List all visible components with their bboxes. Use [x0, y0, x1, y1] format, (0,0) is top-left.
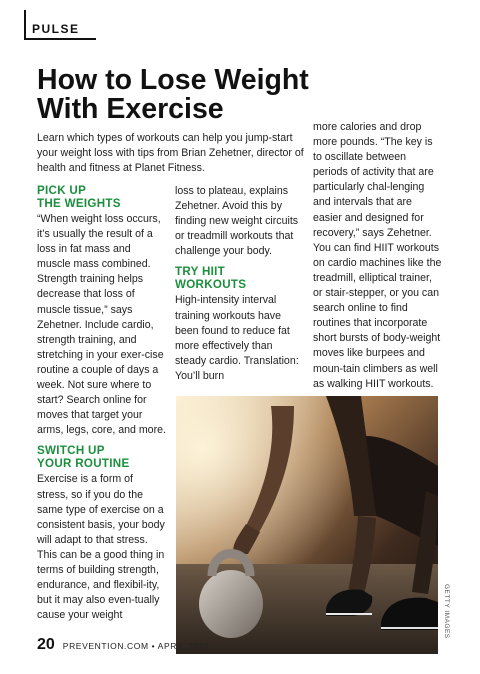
body-paragraph: loss to plateau, explains Zehetner. Avoid this by finding new weight circuits or treadmill workouts that challenge your body. — [175, 185, 299, 258]
photo-credit: GETTY IMAGES — [443, 584, 450, 639]
body-paragraph: “When weight loss occurs, it’s usually the result of a loss in fat mass and muscle mass combined. Strength training helps decrease that loss of muscle tissue,” says Zehetner. Include cardio, strength training, and stretching in your exer-cise routine a couple of days a week. Not sure where to start? Search online for moves that target your arms, legs, core, and more. — [37, 213, 166, 437]
section-heading-weights — [37, 184, 167, 210]
text-column-3 — [313, 120, 443, 392]
section-heading-line: SWITCH UP — [37, 444, 105, 458]
body-paragraph: High-intensity interval training workouts have been found to reduce fat more effectively than steady cardio. Translation: You’ll burn — [175, 294, 299, 382]
text-column-1 — [37, 184, 167, 623]
article-dek: Learn which types of workouts can help you jump-start your weight loss with tips from Brian Zehetner, director of health and fitness at Planet Fitness. — [37, 132, 304, 174]
body-paragraph: Exercise is a form of stress, so if you do the same type of exercise on a consistent basis, your body will adapt to that stress. This can be a good thing in terms of building strength, endurance, and flexibil-ity, but it may also even-tually cause your weight — [37, 473, 165, 622]
body-paragraph: more calories and drop more pounds. “The key is to oscillate between periods of activity that are particularly chal-lenging and intervals that are easier and designed for recovery,” says Zehetner. You can find HIIT workouts on cardio machines like the treadmill, elliptical trainer, or stair-stepper, or you can search online to find routines that incorporate short bursts of body-weight moves like burpees and moun-tain climbers as well as walking HIIT workouts. — [313, 121, 442, 390]
kettlebell-workout-photo — [176, 396, 438, 654]
photo-illustration — [176, 396, 438, 654]
section-heading-line: THE WEIGHTS — [37, 197, 121, 210]
article-headline — [37, 66, 317, 124]
headline-line-2: With Exercise — [37, 93, 224, 125]
section-heading-routine — [37, 444, 167, 470]
section-heading-hiit — [175, 265, 303, 291]
publication-line: PREVENTION.COM • APRIL 2020 — [62, 641, 210, 651]
page-footer — [37, 636, 209, 656]
section-heading-line: YOUR ROUTINE — [37, 457, 130, 471]
section-heading-line: WORKOUTS — [175, 278, 247, 292]
headline-line-1: How to Lose Weight — [37, 64, 309, 96]
section-heading-line: PICK UP — [37, 184, 87, 197]
section-kicker: PULSE — [32, 22, 80, 36]
page-number: 20 — [37, 636, 55, 653]
section-heading-line: TRY HIIT — [175, 265, 226, 279]
text-column-2 — [175, 184, 303, 384]
